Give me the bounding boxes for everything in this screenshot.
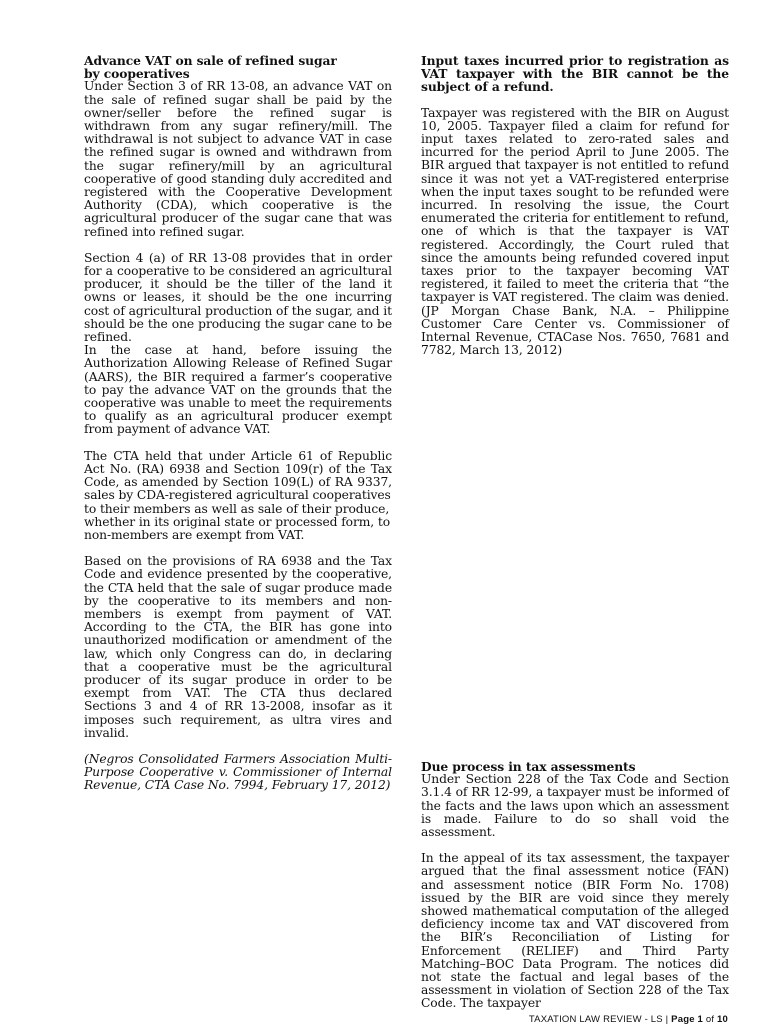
paragraph: Section 4 (a) of RR 13-08 provides that in order for a cooperative to be considered an agricultural producer, it should be the tiller of the land it owns or leases, it should be the one incurring cost of agricultural production of the sugar, and it should be the one producing the sugar cane to be refined. — [84, 250, 392, 345]
paragraph: Under Section 228 of the Tax Code and Section 3.1.4 of RR 12-99, a taxpayer must be informed of the facts and the laws upon which an assessment is made. Failure to do so shall void the assessment. — [421, 772, 729, 840]
footer-of-label: of — [705, 1014, 715, 1025]
heading-line-1: Advance VAT on sale of refined sugar — [84, 53, 337, 68]
page-footer — [529, 1014, 728, 1025]
footer-separator: - LS | — [644, 1014, 669, 1025]
paragraph: In the appeal of its tax assessment, the taxpayer argued that the final assessment notice (FAN) and assessment notice (BIR Form No. 1708) issued by the BIR are void since they merely showed mathematical computation of the alleged deficiency income tax and VAT discovered from the BIR’s Reconciliation of Listing for Enforcement (RELIEF) and Third Party Matching–BOC Data Program. The notices did not state the factual and legal bases of the assessment in violation of Section 228 of the Tax Code. The taxpayer — [421, 851, 729, 1011]
paragraph: Based on the provisions of RA 6938 and the Tax Code and evidence presented by the cooperative, the CTA held that the sale of sugar produce made by the cooperative to its members and non-members is exempt from payment of VAT. According to the CTA, the BIR has gone into unauthorized modification or amendment of the law, which only Congress can do, in declaring that a cooperative must be the agricultural producer of its sugar produce in order to be exempt from VAT. The CTA thus declared Sections 3 and 4 of RR 13-2008, insofar as it imposes such requirement, as ultra vires and invalid. — [84, 554, 392, 740]
case-citation: (Negros Consolidated Farmers Association Multi-Purpose Cooperative v. Commissioner of Internal Revenue, CTA Case No. 7994, February 17, 2012) — [84, 751, 392, 793]
section-heading-advance-vat — [84, 54, 392, 80]
right-column — [421, 54, 729, 370]
paragraph: to their members as well as sale of their produce, whether in its original state or processed form, to non-members are exempt from VAT. — [84, 501, 391, 542]
footer-page-label: Page — [671, 1014, 695, 1025]
section-due-process — [421, 760, 729, 1011]
section-heading-input-taxes: Input taxes incurred prior to registration as VAT taxpayer with the BIR cannot be the subject of a refund. — [421, 53, 729, 95]
paragraph: The CTA held that under Article 61 of Republic Act No. (RA) 6938 and Section 109(r) of the Tax Code, as amended by Section 109(L) of RA 9337, sales by CDA-registered agricultural cooperatives — [84, 448, 392, 503]
paragraph: In the case at hand, before issuing the Authorization Allowing Release of Refined Sugar (AARS), the BIR required a farmer’s cooperative to pay the advance VAT on the grounds that the cooperative was unable to meet the requirements to qualify as an agricultural producer exempt from payment of advance VAT. — [84, 343, 392, 437]
left-column — [84, 54, 392, 806]
section-heading-due-process: Due process in tax assessments — [421, 759, 636, 774]
footer-course: TAXATION LAW REVIEW — [528, 1014, 642, 1025]
heading-line-2: by cooperatives — [84, 66, 190, 82]
footer-page-total: 10 — [717, 1014, 728, 1025]
paragraph: Under Section 3 of RR 13-08, an advance VAT on the sale of refined sugar shall be paid by the owner/seller before the refined sugar is withdrawn from any sugar refinery/mill. The withdrawal is not subject to advance VAT in case the refined sugar is owned and withdrawn from the sugar refinery/mill by an agricultural cooperative of good standing duly accredited and registered with the Cooperative Development Authority (CDA), which cooperative is the agricultural producer of the sugar cane that was refined into refined sugar. — [84, 79, 392, 239]
footer-page-current: 1 — [697, 1014, 704, 1025]
paragraph: Taxpayer was registered with the BIR on August 10, 2005. Taxpayer filed a claim for refund for input taxes related to zero-rated sales and incurred for the period April to June 2005. The BIR argued that taxpayer is not entitled to refund since it was not yet a VAT-registered enterprise when the input taxes sought to be refunded were incurred. In resolving the issue, the Court enumerated the criteria for entitlement to refund, one of which is that the taxpayer is VAT registered. Accordingly, the Court ruled that since the amounts being refunded covered input taxes prior to the taxpayer becoming VAT registered, it failed to meet the criteria that “the taxpayer is VAT registered. The claim was denied. (JP Morgan Chase Bank, N.A. – Philippine Customer Care Center vs. Commissioner of Internal Revenue, CTACase Nos. 7650, 7681 and 7782, March 13, 2012) — [421, 105, 729, 358]
